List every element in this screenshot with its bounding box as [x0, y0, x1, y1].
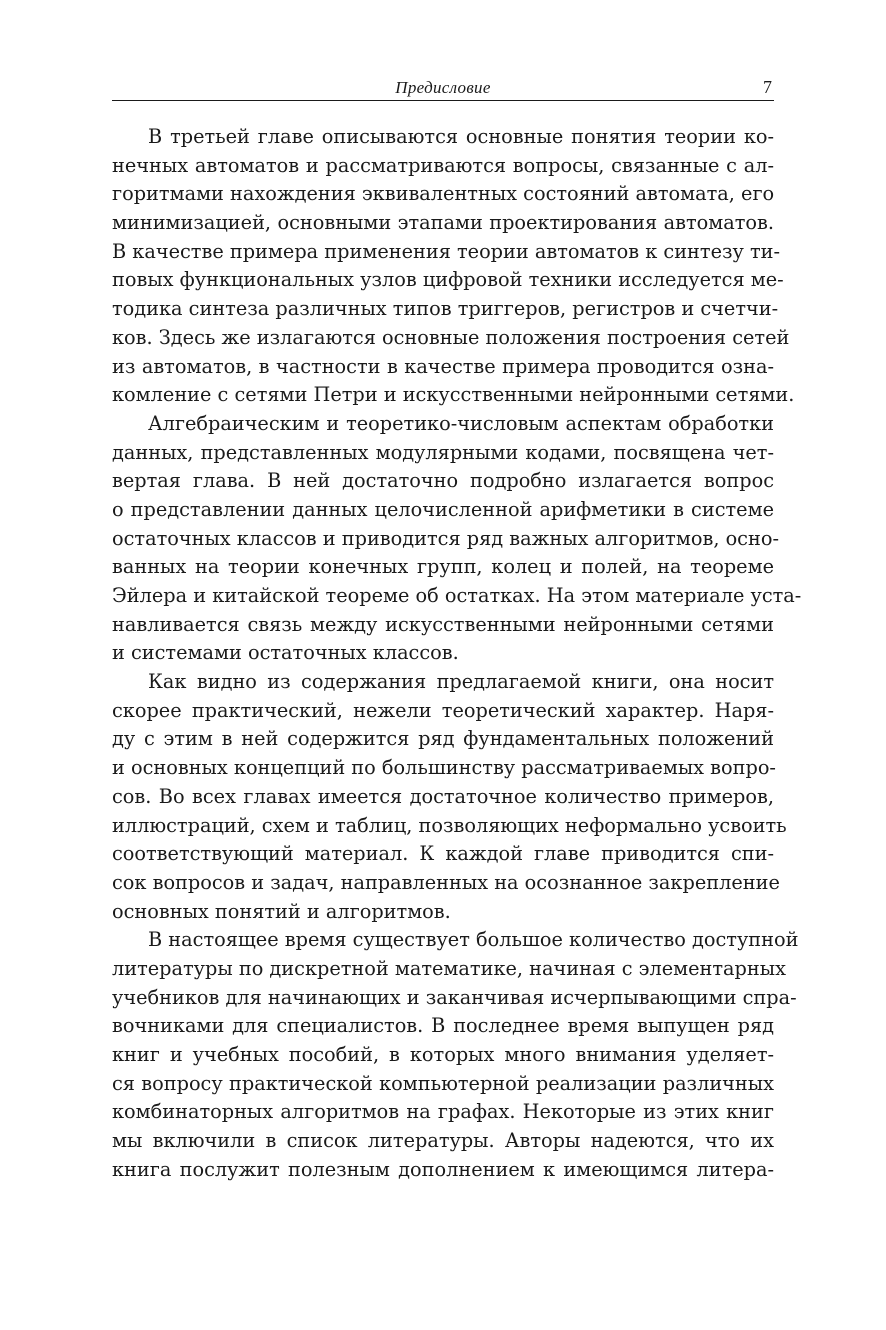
text-line: сов. Во всех главах имеется достаточное количество примеров,: [112, 784, 774, 808]
text-line: о представлении данных целочисленной арифметики в системе: [112, 497, 774, 521]
text-line: книга послужит полезным дополнением к имеющимся литера-: [112, 1157, 774, 1181]
text-line: ся вопросу практической компьютерной реализации различных: [112, 1071, 774, 1095]
text-line: минимизацией, основными этапами проектирования автоматов.: [112, 211, 774, 235]
book-page: [112, 76, 802, 1184]
text-line: книг и учебных пособий, в которых много внимания уделяет-: [112, 1043, 774, 1066]
text-line: навливается связь между искусственными нейронными сетями: [112, 612, 774, 636]
text-line: остаточных классов и приводится ряд важных алгоритмов, осно-: [112, 526, 779, 550]
text-line: комление с сетями Петри и искусственными нейронными сетями.: [112, 383, 795, 407]
text-line: тодика синтеза различных типов триггеров, регистров и счетчи-: [112, 297, 779, 321]
text-line: и системами остаточных классов.: [112, 641, 459, 665]
paragraph-1: [112, 123, 795, 410]
text-line: вертая глава. В ней достаточно подробно излагается вопрос: [112, 469, 774, 493]
page-number: 7: [763, 77, 772, 97]
text-line: скорее практический, нежели теоретический характер. Наря-: [112, 698, 774, 722]
text-line: В качестве примера применения теории автоматов к синтезу ти-: [112, 239, 781, 263]
body-text: [112, 123, 802, 1184]
text-line: данных, представленных модулярными кодами, посвящена чет-: [112, 440, 774, 464]
running-head: [112, 76, 774, 101]
paragraph-2: [112, 410, 802, 668]
text-line: нечных автоматов и рассматриваются вопросы, связанные с ал-: [112, 153, 774, 177]
text-line: ванных на теории конечных групп, колец и полей, на теореме: [112, 555, 774, 579]
text-line: из автоматов, в частности в качестве примера проводится озна-: [112, 354, 774, 378]
text-line: Как видно из содержания предлагаемой книги, она носит: [148, 670, 774, 694]
text-line: Алгебраическим и теоретико-числовым аспектам обработки: [148, 411, 774, 435]
text-line: литературы по дискретной математике, начиная с элементарных: [112, 956, 786, 980]
running-title: Предисловие: [395, 78, 491, 97]
text-line: повых функциональных узлов цифровой техники исследуется ме-: [112, 268, 784, 292]
text-line: ду с этим в ней содержится ряд фундаментальных положений: [112, 727, 774, 751]
paragraph-3: [112, 668, 787, 926]
text-line: и основных концепций по большинству рассматриваемых вопро-: [112, 756, 776, 780]
text-line: сок вопросов и задач, направленных на осознанное закрепление: [112, 870, 780, 894]
text-line: вочниками для специалистов. В последнее время выпущен ряд: [112, 1014, 774, 1038]
text-line: мы включили в список литературы. Авторы надеются, что их: [112, 1129, 774, 1153]
text-line: иллюстраций, схем и таблиц, позволяющих неформально усвоить: [112, 813, 787, 837]
text-line: комбинаторных алгоритмов на графах. Некоторые из этих книг: [112, 1100, 774, 1124]
text-line: учебников для начинающих и заканчивая исчерпывающими спра-: [112, 985, 797, 1009]
text-line: соответствующий материал. К каждой главе приводится спи-: [112, 842, 774, 866]
text-line: горитмами нахождения эквивалентных состояний автомата, его: [112, 182, 775, 206]
paragraph-4: [112, 926, 799, 1184]
text-line: В третьей главе описываются основные понятия теории ко-: [148, 125, 774, 148]
text-line: Эйлера и китайской теореме об остатках. На этом материале уста-: [112, 584, 802, 607]
text-line: ков. Здесь же излагаются основные положения построения сетей: [112, 325, 790, 349]
text-line: основных понятий и алгоритмов.: [112, 899, 451, 923]
text-line: В настоящее время существует большое количество доступной: [148, 928, 799, 952]
